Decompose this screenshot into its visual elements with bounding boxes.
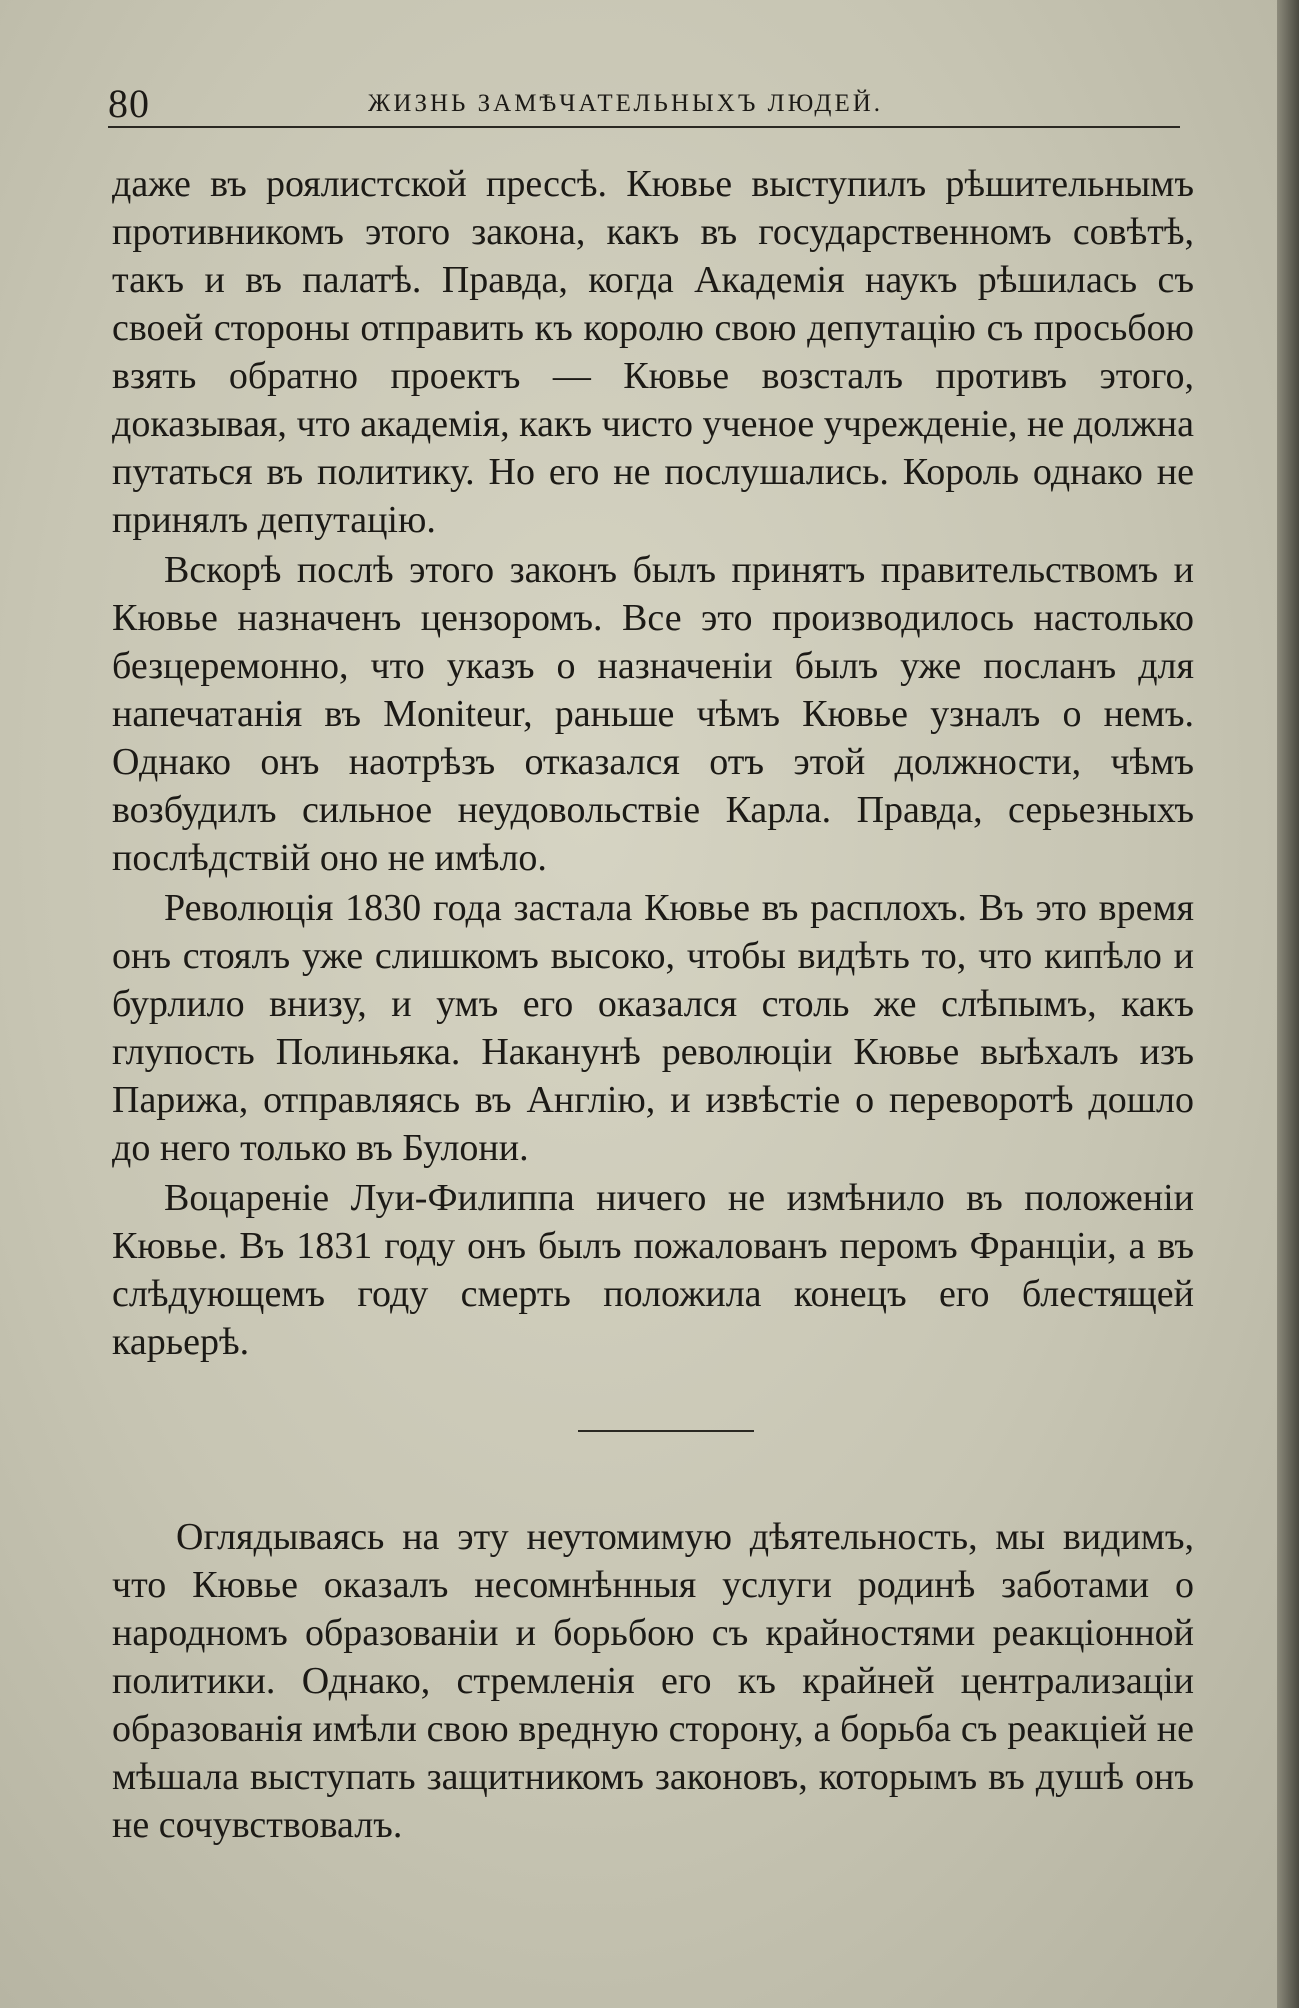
section-divider	[578, 1430, 754, 1432]
paragraph-3: Революція 1830 года застала Кювье въ расплохъ. Въ это время онъ стоялъ уже слишкомъ высоко, чтобы видѣть то, что кипѣло и бурлило внизу, и умъ его оказался столь же слѣпымъ, какъ глупость Полиньяка. Наканунѣ революціи Кювье выѣхалъ изъ Парижа, отправляясь въ Англію, и извѣстіе о переворотѣ дошло до него только въ Булони.	[112, 887, 1194, 1169]
body-text	[112, 160, 1194, 1368]
page-number: 80	[108, 81, 150, 126]
paragraph-2: Вскорѣ послѣ этого законъ былъ принятъ правительствомъ и Кювье назначенъ цензоромъ. Все это производилось настолько безцеремонно, что указъ о назначеніи былъ уже посланъ для напечатанія въ Moniteur, раньше чѣмъ Кювье узналъ о немъ. Однако онъ наотрѣзъ отказался отъ этой должности, чѣмъ возбудилъ сильное неудовольствіе Карла. Правда, серьезныхъ послѣдствій оно не имѣло.	[112, 549, 1194, 879]
running-title: ЖИЗНЬ ЗАМѢЧАТЕЛЬНЫХЪ ЛЮДЕЙ.	[368, 90, 884, 117]
paragraph-1: даже въ роялистской прессѣ. Кювье выступилъ рѣшительнымъ противникомъ этого закона, какъ въ государственномъ совѣтѣ, такъ и въ палатѣ. Правда, когда Академія наукъ рѣшилась съ своей стороны отправить къ королю свою депутацію съ просьбою взять обратно проектъ — Кювье возсталъ противъ этого, доказывая, что академія, какъ чисто ученое учрежденіе, не должна путаться въ политику. Но его не послушались. Король однако не принялъ депутацію.	[112, 163, 1194, 541]
page-header	[108, 80, 1180, 124]
paragraph-4: Воцареніе Луи-Филиппа ничего не измѣнило въ положеніи Кювье. Въ 1831 году онъ былъ пожалованъ перомъ Франціи, а въ слѣдующемъ году смерть положила конецъ его блестящей карьерѣ.	[112, 1177, 1194, 1363]
closing-paragraph: Оглядываясь на эту неутомимую дѣятельность, мы видимъ, что Кювье оказалъ несомнѣнныя услуги родинѣ заботами о народномъ образованіи и борьбою съ крайностями реакціонной политики. Однако, стремленія его къ крайней централизаціи образованія имѣли свою вредную сторону, а борьба съ реакціей не мѣшала выступать защитникомъ законовъ, которымъ въ душѣ онъ не сочувствовалъ.	[112, 1516, 1194, 1846]
page-spine-shadow	[1277, 0, 1299, 2008]
header-rule	[108, 126, 1180, 128]
